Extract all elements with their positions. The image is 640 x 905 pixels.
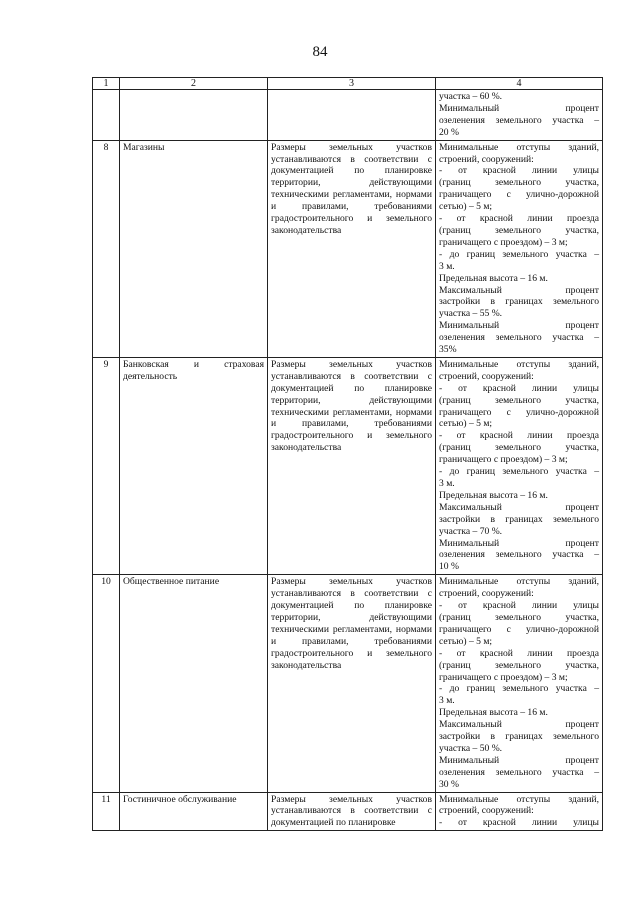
construction-parameters	[436, 357, 603, 574]
parameter-line: озеленения земельного участка –	[439, 549, 599, 561]
parameter-line: сетью) – 5 м;	[439, 635, 493, 647]
plot-size-rule: Размеры земельных участков устанавливаются в соответствии с документацией по планировке	[268, 792, 436, 831]
parameter-line: 30 %	[439, 778, 459, 790]
parameter-line: Максимальный процент	[439, 284, 599, 296]
parameter-line: 3 м.	[439, 260, 455, 272]
parameter-line: застройки в границах земельного	[439, 513, 599, 525]
regulations-table	[92, 77, 603, 831]
parameter-line: 10 %	[439, 561, 459, 573]
parameter-line: - от красной линии улицы	[439, 817, 599, 829]
land-use-type: Банковская и страховая деятельность	[120, 357, 268, 574]
parameter-line: - от красной линии улицы	[439, 600, 599, 612]
parameter-line: участка – 60 %.	[439, 91, 503, 102]
parameter-line: сетью) – 5 м;	[439, 418, 493, 430]
parameter-line: (границ земельного участка,	[439, 659, 599, 671]
parameter-line: строений, сооружений:	[439, 370, 534, 382]
parameter-line: граничащего с улично-дорожной	[439, 623, 599, 635]
row-number: 8	[93, 140, 120, 357]
parameter-line: (границ земельного участка,	[439, 442, 599, 454]
parameter-line: озеленения земельного участка –	[439, 332, 599, 344]
parameter-line: Предельная высота – 16 м.	[439, 489, 548, 501]
parameter-line: 35%	[439, 344, 457, 356]
parameter-line: Минимальный процент	[439, 537, 599, 549]
parameter-line: - от красной линии улицы	[439, 165, 599, 177]
table-body	[93, 90, 603, 831]
parameter-line: участка – 55 %.	[439, 308, 503, 320]
land-use-type: Магазины	[120, 140, 268, 357]
parameter-line: - от красной линии проезда	[439, 430, 599, 442]
parameter-line: озеленения земельного участка –	[439, 766, 599, 778]
parameter-line: застройки в границах земельного	[439, 296, 599, 308]
parameter-line: Минимальный процент	[439, 754, 599, 766]
parameter-line: строений, сооружений:	[439, 805, 534, 817]
parameter-line: - до границ земельного участка –	[439, 248, 599, 260]
parameter-line: - от красной линии проезда	[439, 213, 599, 225]
row-number: 9	[93, 357, 120, 574]
parameter-line: - от красной линии улицы	[439, 382, 599, 394]
construction-parameters	[436, 90, 603, 141]
parameter-line: Минимальные отступы зданий,	[439, 358, 599, 370]
parameter-line: - до границ земельного участка –	[439, 683, 599, 695]
row-number	[93, 90, 120, 141]
parameter-line: застройки в границах земельного	[439, 731, 599, 743]
parameter-line: граничащего с проездом) – 3 м;	[439, 671, 568, 683]
parameter-line: (границ земельного участка,	[439, 394, 599, 406]
parameter-line: Минимальные отступы зданий,	[439, 576, 599, 588]
parameter-line: - до границ земельного участка –	[439, 466, 599, 478]
plot-size-rule: Размеры земельных участков устанавливаются в соответствии с документацией по планировке территории, действующими техническими регламентами, нормами и правилами, требованиями градостроительного и земельного законодательства	[268, 357, 436, 574]
parameter-line: 3 м.	[439, 478, 455, 489]
parameter-line: - от красной линии проезда	[439, 647, 599, 659]
column-header: 4	[436, 78, 603, 90]
parameter-line: (границ земельного участка,	[439, 177, 599, 189]
table-row	[93, 792, 603, 831]
parameter-line: участка – 50 %.	[439, 742, 503, 754]
parameter-line: Максимальный процент	[439, 501, 599, 513]
parameter-line: Предельная высота – 16 м.	[439, 707, 548, 719]
parameter-line: Минимальный процент	[439, 320, 599, 332]
row-number: 10	[93, 575, 120, 792]
parameter-line: Минимальные отступы зданий,	[439, 793, 599, 805]
table-row	[93, 140, 603, 357]
parameter-line: участка – 70 %.	[439, 525, 503, 537]
parameter-line: граничащего с улично-дорожной	[439, 406, 599, 418]
parameter-line: Минимальный процент	[439, 102, 599, 114]
column-header: 3	[268, 78, 436, 90]
parameter-line: озеленения земельного участка –	[439, 114, 599, 126]
plot-size-rule	[268, 90, 436, 141]
table-header-row	[93, 78, 603, 90]
plot-size-rule: Размеры земельных участков устанавливаются в соответствии с документацией по планировке территории, действующими техническими регламентами, нормами и правилами, требованиями градостроительного и земельного законодательства	[268, 140, 436, 357]
parameter-line: строений, сооружений:	[439, 153, 534, 165]
row-number: 11	[93, 792, 120, 831]
table-row	[93, 357, 603, 574]
land-use-type	[120, 90, 268, 141]
construction-parameters	[436, 140, 603, 357]
land-use-type: Гостиничное обслуживание	[120, 792, 268, 831]
parameter-line: граничащего с проездом) – 3 м;	[439, 236, 568, 248]
parameter-line: строений, сооружений:	[439, 588, 534, 600]
parameter-line: (границ земельного участка,	[439, 611, 599, 623]
parameter-line: сетью) – 5 м;	[439, 201, 493, 213]
column-header: 2	[120, 78, 268, 90]
parameter-line: граничащего с проездом) – 3 м;	[439, 454, 568, 466]
table-row	[93, 575, 603, 792]
parameter-line: 20 %	[439, 126, 459, 138]
parameter-line: 3 м.	[439, 695, 455, 707]
parameter-line: Минимальные отступы зданий,	[439, 141, 599, 153]
land-use-type: Общественное питание	[120, 575, 268, 792]
column-header: 1	[93, 78, 120, 90]
construction-parameters	[436, 792, 603, 831]
parameter-line: (границ земельного участка,	[439, 224, 599, 236]
construction-parameters	[436, 575, 603, 792]
parameter-line: граничащего с улично-дорожной	[439, 189, 599, 201]
page-number: 84	[312, 44, 328, 60]
table-row	[93, 90, 603, 141]
parameter-line: Максимальный процент	[439, 719, 599, 731]
parameter-line: Предельная высота – 16 м.	[439, 272, 548, 284]
plot-size-rule: Размеры земельных участков устанавливаются в соответствии с документацией по планировке территории, действующими техническими регламентами, нормами и правилами, требованиями градостроительного и земельного законодательства	[268, 575, 436, 792]
